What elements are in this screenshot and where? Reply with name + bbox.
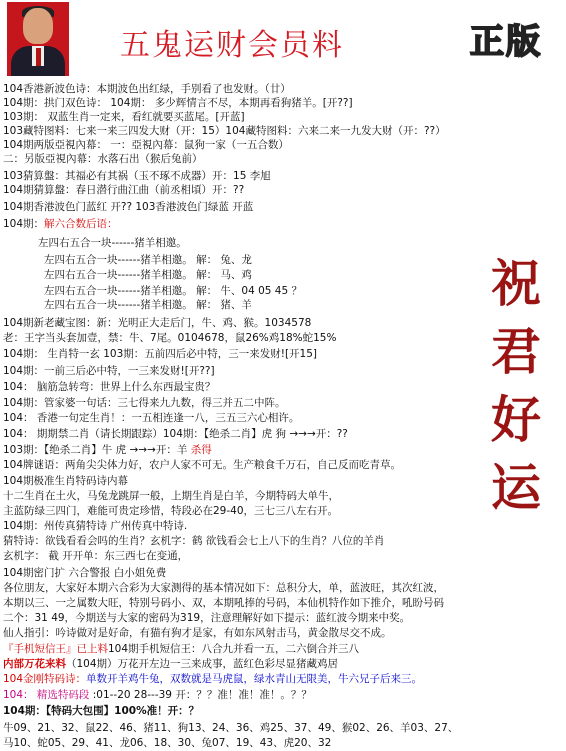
line-text: 104期猜算盤：春日潜行曲江曲（前丞相頃）开：?? — [3, 184, 245, 196]
text-line-l34 — [3, 596, 444, 610]
line-text: 左四右五合一块------猪羊相邀。 解： 马、鸡 — [44, 269, 252, 281]
line-text: 104金刚特码诗： — [3, 673, 87, 685]
text-line-l39 — [3, 672, 422, 686]
line-text: 仙人指引：吟诗做对是好命，有猫有狗才是家，有如东风射击马，黄金散尽交不成。 — [3, 627, 392, 639]
text-line-l5 — [3, 138, 289, 152]
text-line-l21 — [3, 396, 286, 410]
text-line-l3 — [3, 110, 245, 124]
text-line-l33 — [3, 581, 444, 595]
text-line-l7 — [3, 169, 271, 183]
line-text: 104： 期期禁二肖（请长期跟踪）104期：【绝杀二肖】虎 狗 →→→开：?? — [3, 428, 348, 440]
blessing-char: 运 — [491, 458, 541, 517]
line-text: 二个：31 49，今期送与大家的密码为319，注意理解好如下提示：蓝红波今期来中奖。 — [3, 612, 411, 624]
text-line-l12 — [44, 253, 252, 267]
text-line-l10 — [3, 217, 118, 231]
line-text: 103期：【绝杀二肖】牛 虎 →→→开：羊 — [3, 444, 188, 456]
text-line-l31 — [3, 549, 188, 563]
text-line-l25 — [3, 458, 401, 472]
line-text: 104期： 生肖特一玄 103期：五前四后必中特，三一来发财![开15] — [3, 348, 318, 360]
authentic-badge: 正版 — [470, 22, 542, 62]
line-text: 猜特诗：欲钱看看会吗的生肖？玄机字：鹤 欲钱看会七上八下的生肖？八位的羊肖 — [3, 535, 385, 547]
text-line-l20 — [3, 380, 215, 394]
text-line-l41 — [3, 704, 199, 718]
text-line-l22 — [3, 411, 299, 425]
blessing-char: 祝 — [491, 254, 541, 313]
line-text: 左四右五合一块------猪羊相邀。 解： 猪、羊 — [44, 299, 252, 311]
text-line-l8 — [3, 183, 244, 197]
portrait-face — [23, 8, 53, 44]
line-text: 104： 精选特码段 — [3, 689, 90, 701]
text-line-l32 — [3, 566, 166, 580]
text-line-l43 — [3, 736, 331, 750]
text-line-l42 — [3, 721, 458, 735]
text-line-l38 — [3, 657, 338, 671]
line-text: 十二生肖在土火，马兔龙跳屏一般，上期生肖是白羊，今期特码大单牛， — [3, 490, 339, 502]
text-line-l19 — [3, 364, 215, 378]
line-text: 104期： — [3, 218, 45, 230]
line-text: 左四右五合一块------猪羊相邀。 解： 牛、04 05 45 ？ — [44, 285, 303, 297]
text-line-l28 — [3, 504, 338, 518]
text-line-l15 — [44, 298, 252, 312]
text-line-l16 — [3, 316, 311, 330]
line-text: 各位朋友，大家好本期六合彩为大家测得的基本情况如下：总积分大，单，蓝波旺，其次红波， — [3, 582, 444, 594]
text-line-l4 — [3, 124, 446, 138]
line-text: 104期密门扩 六合警报 白小姐免费 — [3, 567, 167, 579]
line-highlight: 单数开羊鸡牛兔，双数就是马虎鼠，绿水青山无限美，牛六兄子后来三。 — [86, 673, 423, 685]
text-line-l29 — [3, 519, 187, 533]
text-line-l2 — [3, 96, 353, 110]
text-line-l36 — [3, 626, 392, 640]
line-text: 104期两版亞視內幕： 一：亞視內幕：鼠狗一家（一五合数） — [3, 139, 289, 151]
line-text: 104期：管家婆一句话：三七得来九九数，得三并五二中阵。 — [3, 397, 286, 409]
line-text: 104期：一前三后必中特，一三来发财![开??] — [3, 365, 215, 377]
line-text: 马10、蛇05、29、41、龙06、18、30、兔07、19、43、虎20、32 — [3, 737, 332, 749]
line-text: 104期：拱门双色诗： 104期： 多少辉情言不尽，本期再看狗猪羊。[开??] — [3, 97, 353, 109]
portrait-photo — [7, 2, 69, 76]
line-text: 104香港新波色诗：本期波色出红绿，手别看了也发财。（廿） — [3, 83, 291, 95]
line-text: 104期新老藏宝图：新：光明正大走后门，牛、鸡、猴。1034578 — [3, 317, 312, 329]
line-text: 玄机字： 截 开开单：东三西七在变通， — [3, 550, 189, 562]
text-line-l23 — [3, 427, 348, 441]
line-text: 103期： 双蓝生肖一定来，看红就要买蓝尾。[开蓝] — [3, 111, 245, 123]
text-line-l30 — [3, 534, 384, 548]
text-line-l37 — [3, 642, 359, 656]
line-text: 主蓝防绿三四门，难能可贵定珍惜，特段必在29-40，三七三八左右开。 — [3, 505, 339, 517]
line-text: 104牌谜语：两角尖尖体力好，农户人家不可无。生产粮食千万石，自己反而吃青草。 — [3, 459, 402, 471]
line-highlight: 杀得 — [187, 444, 212, 456]
blessing-vertical-text — [480, 250, 552, 522]
text-line-l40 — [3, 688, 312, 702]
line-text: 老：王字当头套加壹，禁：牛、7尾。0104678，鼠26%鸡18%蛇15% — [3, 332, 337, 344]
text-line-l26 — [3, 474, 128, 488]
text-line-l17 — [3, 331, 336, 345]
line-text: 104： 脑筋急转弯：世界上什么东西最宝贵？ — [3, 381, 216, 393]
page-header — [0, 0, 566, 82]
blessing-char: 好 — [491, 390, 541, 449]
line-highlight: 解六合数后语： — [44, 218, 118, 230]
line-text: 『手机短信王』已上料 — [3, 643, 108, 655]
text-line-l24 — [3, 443, 212, 457]
blessing-char: 君 — [491, 322, 541, 381]
text-line-l18 — [3, 347, 317, 361]
line-text: 本期以三、一之属数大旺，特别号码小、双，本期吼捧的号码，本仙机特作如下推介，吼盼号码 — [3, 597, 444, 609]
text-line-l1 — [3, 82, 291, 96]
line-text: 103猜算盤：其福必有其祸（玉不琢不成器）开：15 李旭 — [3, 170, 271, 182]
text-line-l13 — [44, 268, 252, 282]
line-text: 104期：州传真猜特诗 广州传真中特诗. — [3, 520, 188, 532]
line-text: 104期香港波色门蓝红 开?? 103香港波色门绿蓝 开蓝 — [3, 201, 254, 213]
line-text: 104期：【特码大包围】100%准！开：？ — [3, 705, 200, 717]
line-text: 103藏特图料：七来一来三四发大财（开：15）104藏特图料：六来二来一九发大财（开：??） — [3, 125, 446, 137]
line-text: 牛09、21、32、鼠22、46、猪11、狗13、24、36、鸡25、37、49、猴02、26、羊03、27、 — [3, 722, 459, 734]
line-text: 左四右五合一块------猪羊相邀。 解： 兔、龙 — [44, 254, 252, 266]
portrait-tie — [36, 48, 41, 66]
text-line-l9 — [3, 200, 253, 214]
text-line-l27 — [3, 489, 339, 503]
text-line-l35 — [3, 611, 410, 625]
line-highlight: （104期）万花开左边一三来成事，蓝红色彩尽显猪藏鸡居 — [66, 658, 339, 670]
line-highlight: :01--20 28---39 开：？？准！准！准！。？？ — [89, 689, 312, 701]
line-text: 104期极准生肖特码诗内幕 — [3, 475, 129, 487]
line-text: 二：另版亞視內幕：水落石出（猴后兔前） — [3, 153, 203, 165]
text-line-l14 — [44, 284, 302, 298]
line-text: 左四右五合一块------猪羊相邀。 — [38, 237, 187, 249]
line-highlight: 104期手机短信王：八合九并看一五，二六倒合并三八 — [108, 643, 360, 655]
page-title: 五鬼运财会员料 — [120, 28, 344, 63]
text-line-l6 — [3, 152, 203, 166]
line-text: 内部万花来料 — [3, 658, 66, 670]
line-text: 104： 香港一句定生肖！：一五相连逢一八，三五三六心相许。 — [3, 412, 300, 424]
text-line-l11 — [38, 236, 187, 250]
